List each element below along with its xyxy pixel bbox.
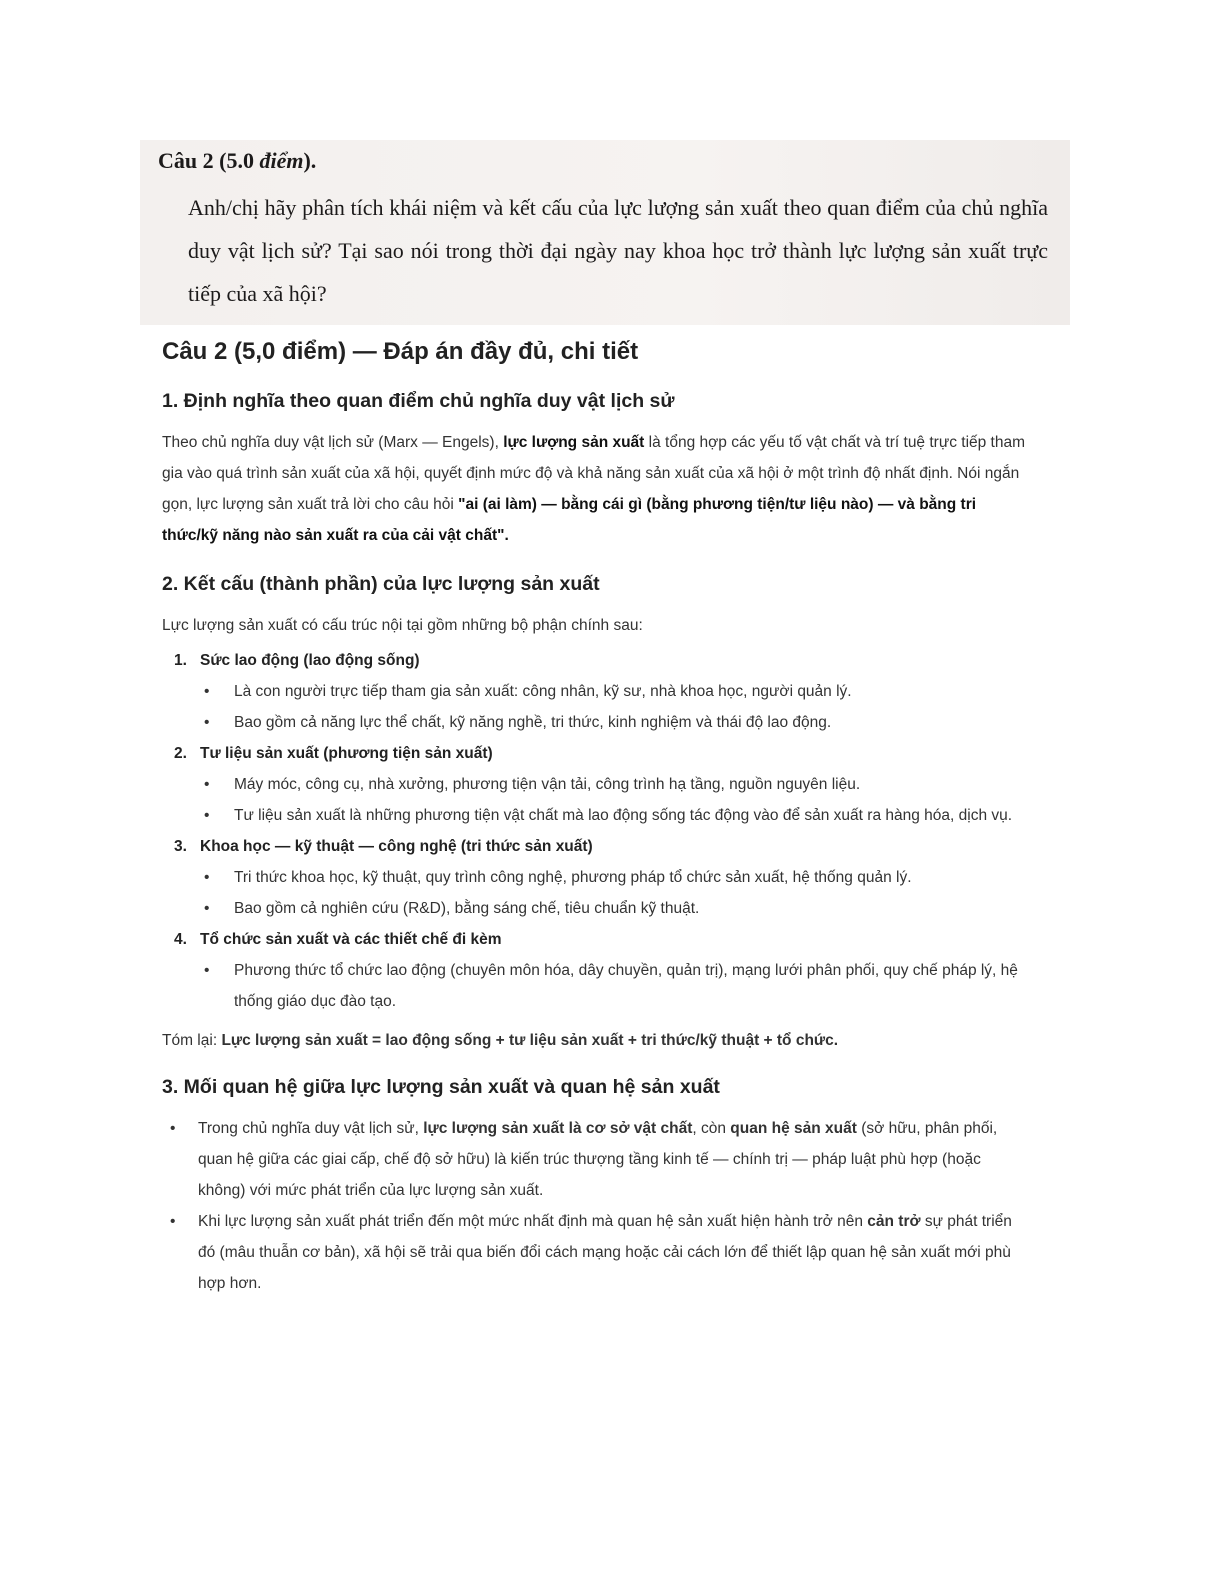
list-bullet: • Bao gồm cả năng lực thể chất, kỹ năng nghề, tri thức, kinh nghiệm và thái độ lao động.	[234, 707, 1032, 738]
answer-content	[162, 338, 1032, 1299]
list-bullet: • Tri thức khoa học, kỹ thuật, quy trình công nghệ, phương pháp tổ chức sản xuất, hệ thống quản lý.	[234, 862, 1032, 893]
section-1-title: 1. Định nghĩa theo quan điểm chủ nghĩa duy vật lịch sử	[162, 390, 675, 412]
definition-paragraph: Theo chủ nghĩa duy vật lịch sử (Marx — Engels), lực lượng sản xuất là tổng hợp các yếu tố vật chất và trí tuệ trực tiếp tham gia vào quá trình sản xuất của xã hội, quyết định mức độ và khả năng sản xuất của xã hội ở một trình độ nhất định. Nói ngắn gọn, lực lượng sản xuất trả lời cho câu hỏi "ai (ai làm) — bằng cái gì (bằng phương tiện/tư liệu nào) — và bằng tri thức/kỹ năng nào sản xuất ra của cải vật chất".	[162, 434, 1026, 544]
list-bullet: • Khi lực lượng sản xuất phát triển đến một mức nhất định mà quan hệ sản xuất hiện hành trở nên cản trở sự phát triển đó (mâu thuẫn cơ bản), xã hội sẽ trải qua biến đổi cách mạng hoặc cải cách lớn để thiết lập quan hệ sản xuất mới phù hợp hơn.	[198, 1206, 1032, 1299]
answer-title: Câu 2 (5,0 điểm) — Đáp án đầy đủ, chi tiết	[162, 338, 639, 365]
section-2-title: 2. Kết cấu (thành phần) của lực lượng sản xuất	[162, 573, 600, 595]
question-title: Câu 2 (5.0 điểm).	[158, 148, 317, 173]
list-item: 2. Tư liệu sản xuất (phương tiện sản xuất)	[174, 745, 493, 762]
list-bullet: • Trong chủ nghĩa duy vật lịch sử, lực lượng sản xuất là cơ sở vật chất, còn quan hệ sản xuất (sở hữu, phân phối, quan hệ giữa các giai cấp, chế độ sở hữu) là kiến trúc thượng tầng kinh tế — chính trị — pháp luật phù hợp (hoặc không) với mức phát triển của lực lượng sản xuất.	[198, 1113, 1032, 1206]
list-item: 4. Tổ chức sản xuất và các thiết chế đi kèm	[174, 931, 502, 948]
list-bullet: • Máy móc, công cụ, nhà xưởng, phương tiện vận tải, công trình hạ tầng, nguồn nguyên liệu.	[234, 769, 1032, 800]
section-3-title: 3. Mối quan hệ giữa lực lượng sản xuất và quan hệ sản xuất	[162, 1076, 720, 1098]
list-item: 1. Sức lao động (lao động sống)	[174, 652, 420, 669]
section-2-intro: Lực lượng sản xuất có cấu trúc nội tại gồm những bộ phận chính sau:	[162, 617, 643, 634]
list-bullet: • Phương thức tổ chức lao động (chuyên môn hóa, dây chuyền, quản trị), mạng lưới phân phối, quy chế pháp lý, hệ thống giáo dục đào tạo.	[234, 955, 1032, 1017]
component-list	[162, 645, 1032, 1017]
list-bullet: • Tư liệu sản xuất là những phương tiện vật chất mà lao động sống tác động vào để sản xuất ra hàng hóa, dịch vụ.	[234, 800, 1032, 831]
list-bullet: • Bao gồm cả nghiên cứu (R&D), bằng sáng chế, tiêu chuẩn kỹ thuật.	[234, 893, 1032, 924]
list-item: 3. Khoa học — kỹ thuật — công nghệ (tri thức sản xuất)	[174, 838, 593, 855]
relation-list	[162, 1113, 1032, 1299]
question-photo	[140, 140, 1070, 325]
question-body: Anh/chị hãy phân tích khái niệm và kết cấu của lực lượng sản xuất theo quan điểm của chủ nghĩa duy vật lịch sử? Tại sao nói trong thời đại ngày nay khoa học trở thành lực lượng sản xuất trực tiếp của xã hội?	[188, 195, 1048, 306]
summary: Tóm lại: Lực lượng sản xuất = lao động sống + tư liệu sản xuất + tri thức/kỹ thuật + tổ chức.	[162, 1032, 839, 1049]
list-bullet: • Là con người trực tiếp tham gia sản xuất: công nhân, kỹ sư, nhà khoa học, người quản lý.	[234, 676, 1032, 707]
